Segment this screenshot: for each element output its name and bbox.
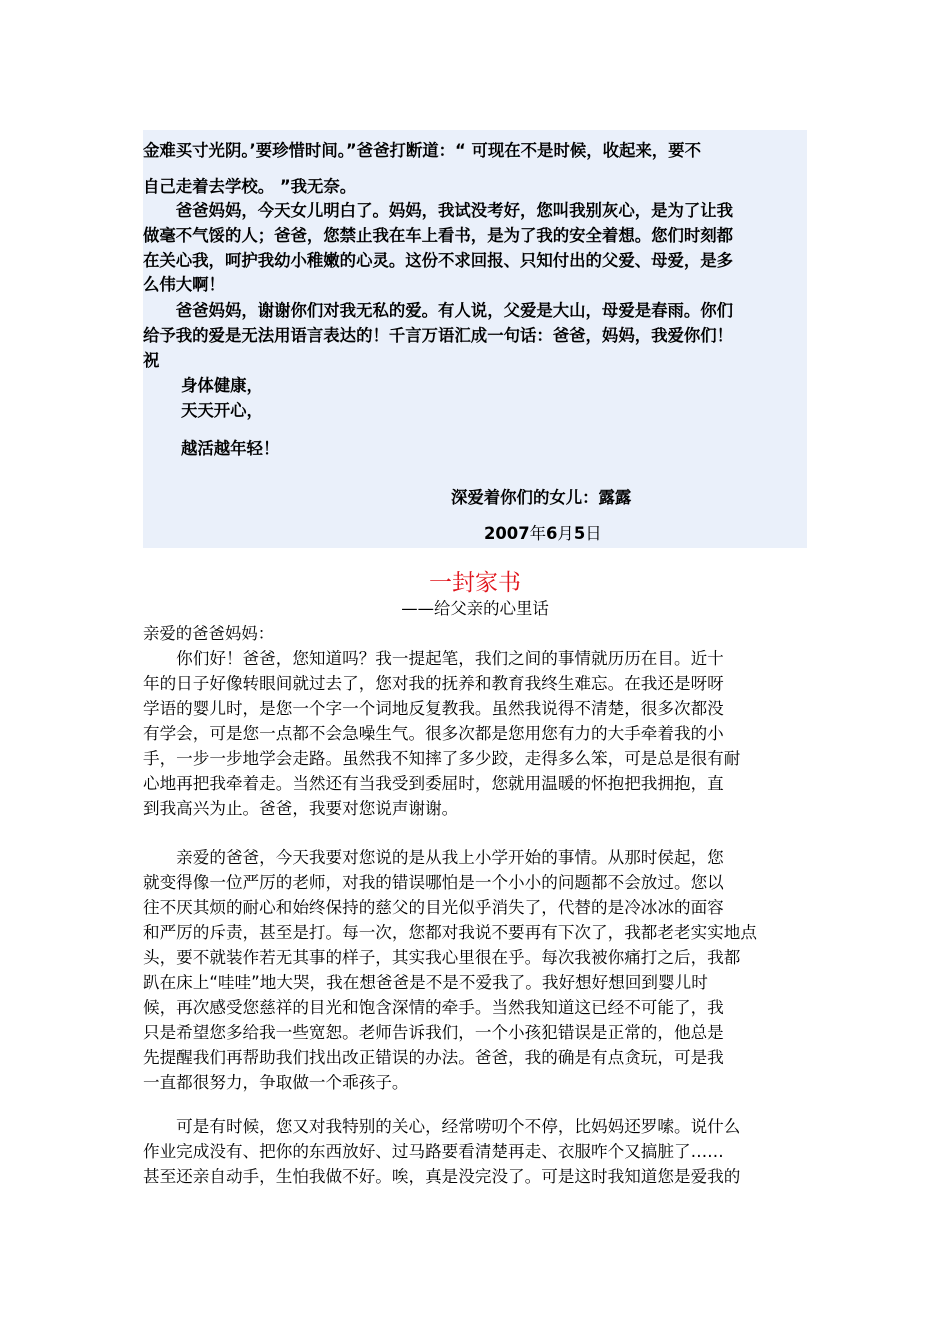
letter2-line: 就变得像一位严厉的老师，对我的错误哪怕是一个小小的问题都不会放过。您以	[143, 873, 724, 892]
letter2-line: 只是希望您多给我一些宽恕。老师告诉我们，一个小孩犯错误是正常的，他总是	[143, 1023, 724, 1042]
letter2-line: 到我高兴为止。爸爸，我要对您说声谢谢。	[143, 799, 459, 818]
letter1-wish: 天天开心，	[181, 401, 263, 420]
letter2-subtitle: ——给父亲的心里话	[401, 599, 549, 618]
letter2-line: 年的日子好像转眼间就过去了，您对我的抚养和教育我终生难忘。在我还是呀呀	[143, 674, 724, 693]
letter2-line: 和严厉的斥责，甚至是打。每一次，您都对我说不要再有下次了，我都老老实实地点	[143, 923, 757, 942]
letter2-line: 作业完成没有、把你的东西放好、过马路要看清楚再走、衣服咋个又搞脏了……	[143, 1142, 724, 1161]
letter1-date	[484, 522, 602, 546]
letter2-title: 一封家书	[429, 570, 521, 596]
letter2-line: 亲爱的爸爸，今天我要对您说的是从我上小学开始的事情。从那时侯起，您	[143, 848, 724, 867]
letter2-line: 一直都很努力，争取做一个乖孩子。	[143, 1073, 409, 1092]
letter1-line: 金难买寸光阴。’要珍惜时间。”爸爸打断道：“ 可现在不是时候，收起来，要不	[143, 141, 701, 160]
date-day-char: 日	[585, 524, 602, 543]
letter1-line: 爸爸妈妈，谢谢你们对我无私的爱。有人说，父爱是大山，母爱是春雨。你们	[143, 301, 734, 320]
date-year: 2007	[484, 524, 530, 543]
letter2-line: 趴在床上“哇哇”地大哭，我在想爸爸是不是不爱我了。我好想好想回到婴儿时	[143, 973, 708, 992]
letter1-line: 自己走着去学校。 ”我无奈。	[143, 177, 357, 196]
letter1-salutation: 祝	[143, 351, 160, 370]
letter2-line: 头，要不就装作若无其事的样子，其实我心里很在乎。每次我被你痛打之后，我都	[143, 948, 741, 967]
letter1-line: 么伟大啊！	[143, 275, 225, 294]
letter1-wish: 越活越年轻！	[181, 439, 280, 458]
letter1-signature: 深爱着你们的女儿：露露	[451, 488, 632, 507]
letter2-line: 甚至还亲自动手，生怕我做不好。唉，真是没完没了。可是这时我知道您是爱我的	[143, 1167, 741, 1186]
letter1-wish: 身体健康，	[181, 376, 263, 395]
letter2-line: 候，再次感受您慈祥的目光和饱含深情的牵手。当然我知道这已经不可能了，我	[143, 998, 724, 1017]
letter2-line: 你们好！爸爸，您知道吗？我一提起笔，我们之间的事情就历历在目。近十	[143, 649, 724, 668]
letter1-line: 做毫不气馁的人；爸爸，您禁止我在车上看书，是为了我的安全着想。您们时刻都	[143, 226, 734, 245]
date-month-char: 月	[557, 524, 574, 543]
letter1-line: 给予我的爱是无法用语言表达的！千言万语汇成一句话：爸爸，妈妈，我爱你们！	[143, 326, 734, 345]
date-month: 6	[546, 524, 558, 543]
letter2-line: 先提醒我们再帮助我们找出改正错误的办法。爸爸，我的确是有点贪玩，可是我	[143, 1048, 724, 1067]
letter1-line: 在关心我，呵护我幼小稚嫩的心灵。这份不求回报、只知付出的父爱、母爱，是多	[143, 251, 734, 270]
letter2-line: 往不厌其烦的耐心和始终保持的慈父的目光似乎消失了，代替的是冷冰冰的面容	[143, 898, 724, 917]
date-year-char: 年	[529, 524, 547, 543]
letter2-line: 学语的婴儿时，是您一个字一个词地反复教我。虽然我说得不清楚，很多次都没	[143, 699, 724, 718]
letter2-line: 心地再把我牵着走。当然还有当我受到委屈时，您就用温暖的怀抱把我拥抱，直	[143, 774, 724, 793]
date-day: 5	[573, 524, 586, 543]
letter2-greeting: 亲爱的爸爸妈妈：	[143, 624, 275, 643]
letter2-line: 手，一步一步地学会走路。虽然我不知摔了多少跤，走得多么笨，可是总是很有耐	[143, 749, 741, 768]
letter1-line: 爸爸妈妈，今天女儿明白了。妈妈，我试没考好，您叫我别灰心，是为了让我	[143, 201, 734, 220]
letter2-line: 有学会，可是您一点都不会急噪生气。很多次都是您用您有力的大手牵着我的小	[143, 724, 724, 743]
letter2-line: 可是有时候，您又对我特别的关心，经常唠叨个不停，比妈妈还罗嗦。说什么	[143, 1117, 741, 1136]
